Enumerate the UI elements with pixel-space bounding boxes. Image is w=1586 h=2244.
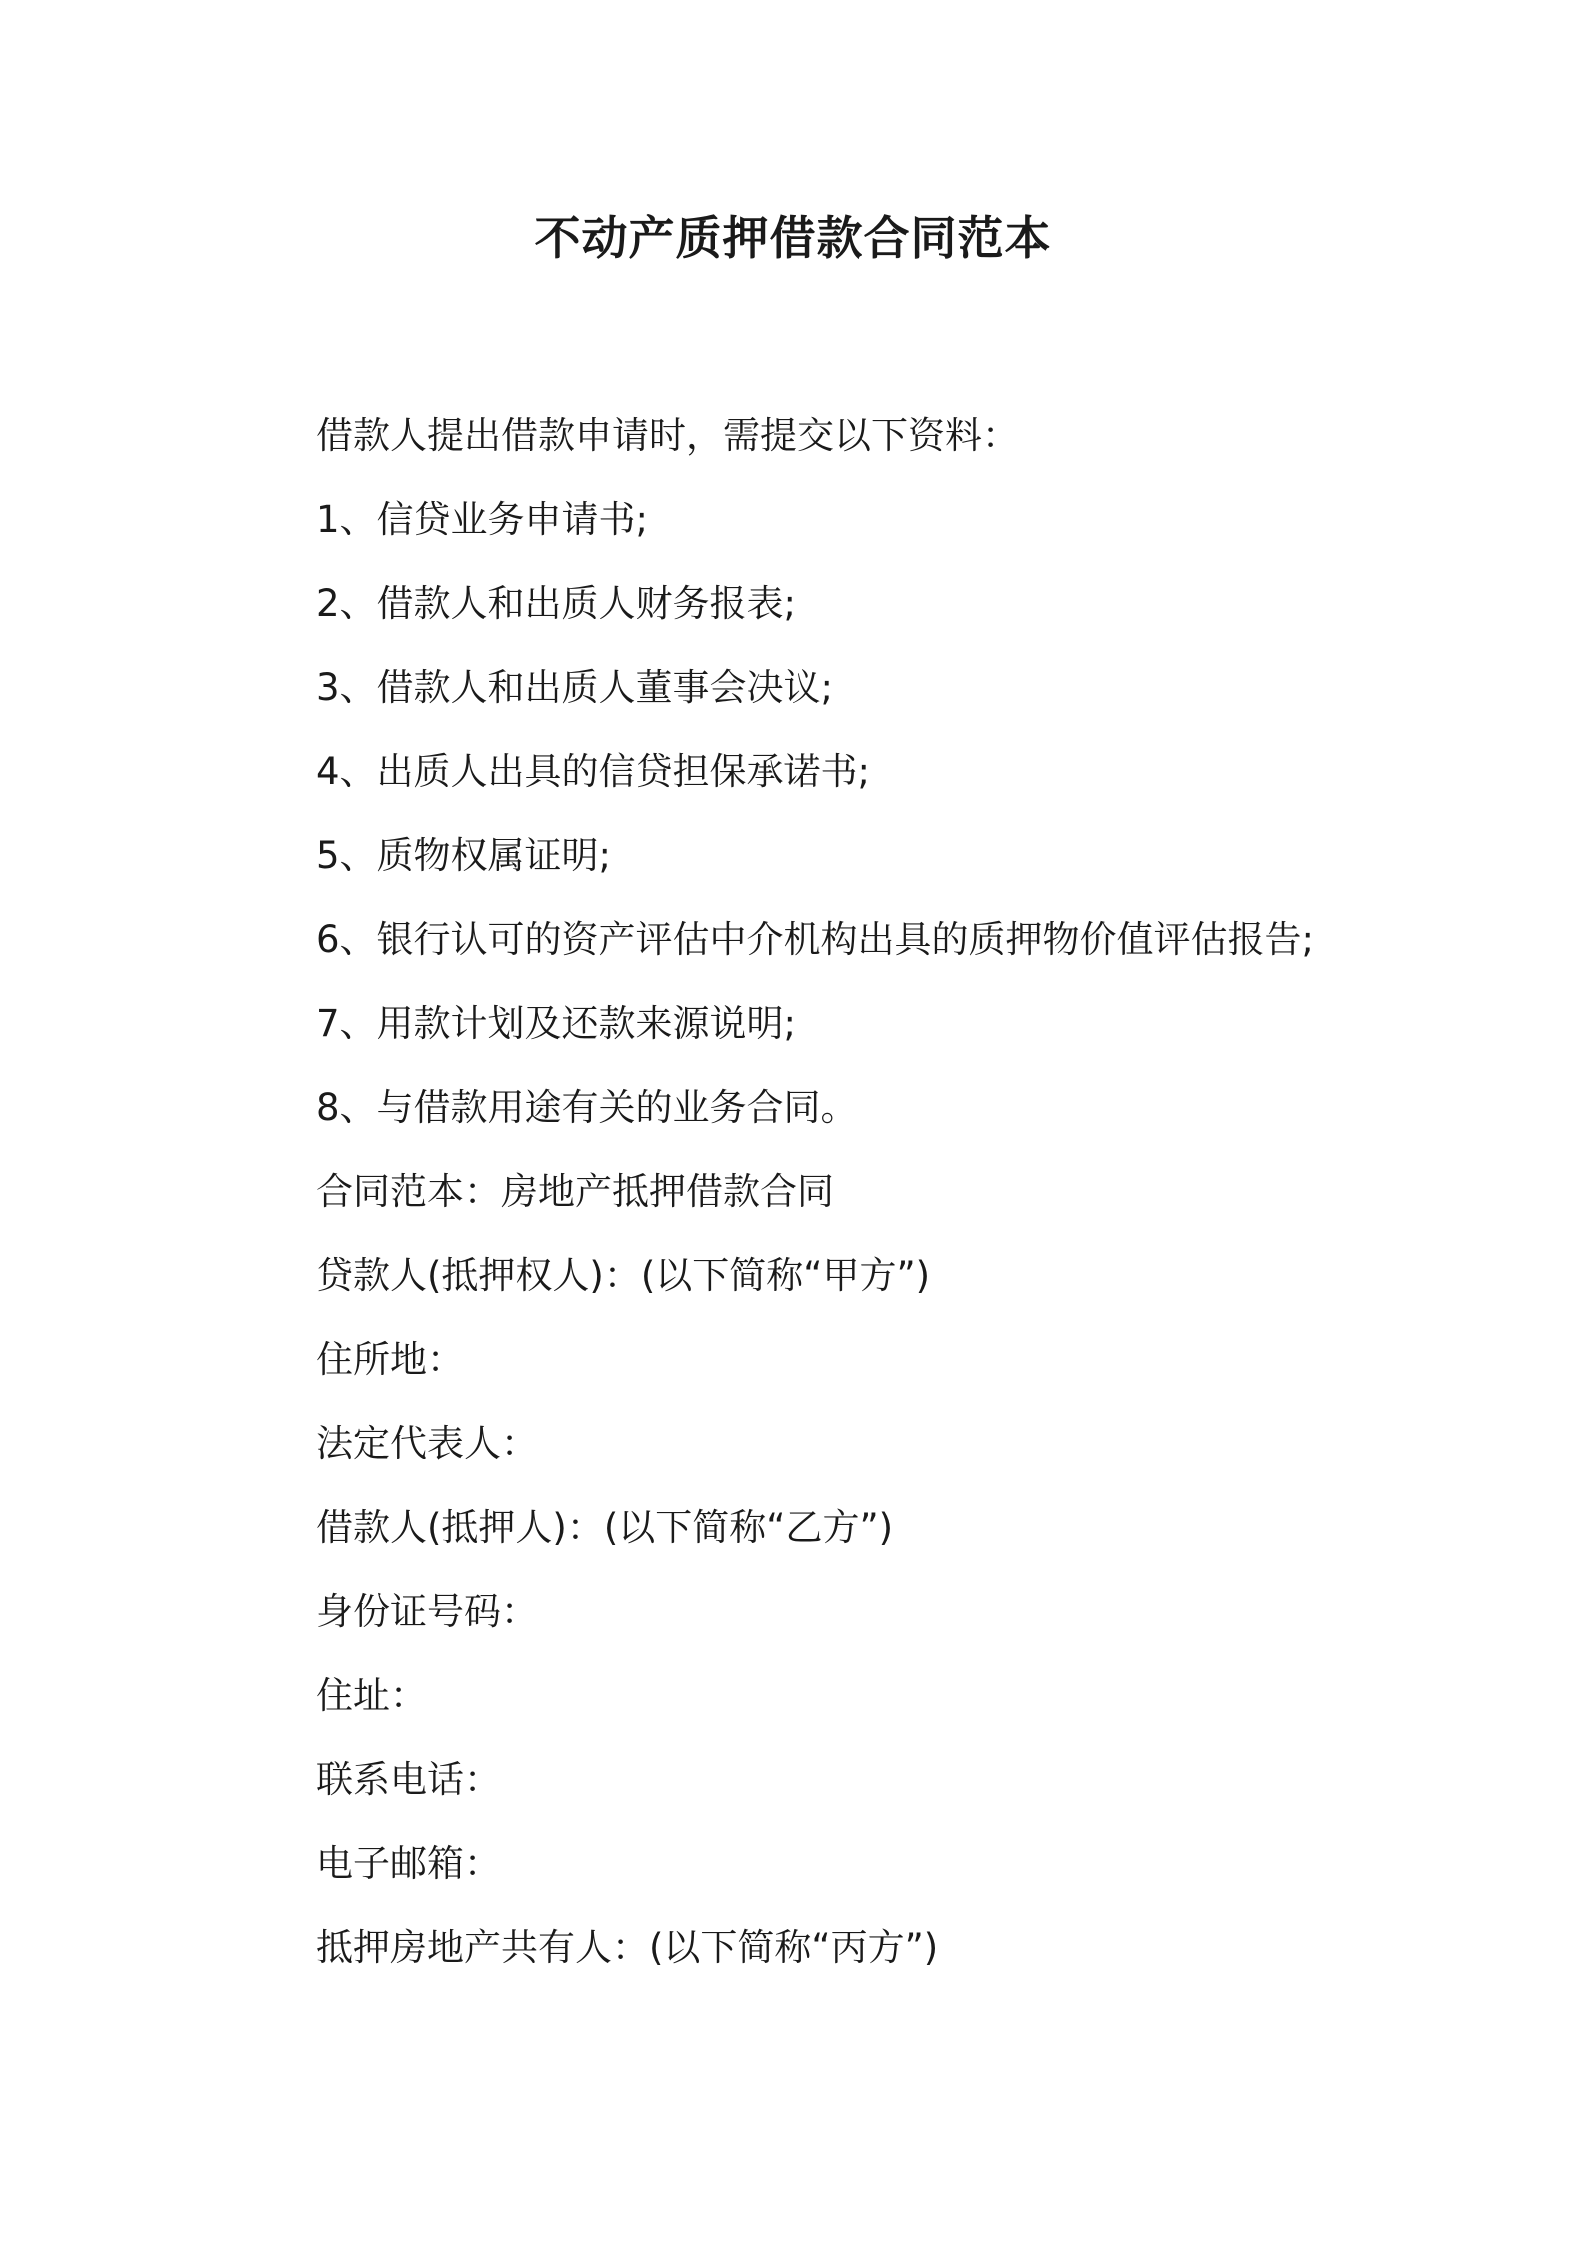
list-item: 2、借款人和出质人财务报表; — [316, 582, 797, 625]
list-item: 6、银行认可的资产评估中介机构出具的质押物价值评估报告; — [316, 918, 1315, 961]
list-item: 4、出质人出具的信贷担保承诺书; — [316, 750, 871, 793]
domicile-field: 住所地： — [316, 1338, 464, 1381]
list-item: 1、信贷业务申请书; — [316, 498, 649, 541]
borrower-field: 借款人(抵押人)：(以下简称“乙方”) — [316, 1506, 894, 1549]
lender-field: 贷款人(抵押权人)：(以下简称“甲方”) — [316, 1254, 931, 1297]
phone-field: 联系电话： — [316, 1758, 501, 1801]
id-number-field: 身份证号码： — [316, 1590, 538, 1633]
intro-line: 借款人提出借款申请时，需提交以下资料： — [316, 414, 1019, 457]
list-item: 5、质物权属证明; — [316, 834, 612, 877]
list-item: 7、用款计划及还款来源说明; — [316, 1002, 797, 1045]
list-item: 3、借款人和出质人董事会决议; — [316, 666, 834, 709]
list-item: 8、与借款用途有关的业务合同。 — [316, 1086, 858, 1129]
document-body — [316, 406, 1466, 2002]
co-owner-field: 抵押房地产共有人：(以下简称“丙方”) — [316, 1926, 939, 1969]
contract-template-heading: 合同范本：房地产抵押借款合同 — [316, 1170, 834, 1213]
email-field: 电子邮箱： — [316, 1842, 501, 1885]
address-field: 住址： — [316, 1674, 427, 1717]
legal-representative-field: 法定代表人： — [316, 1422, 538, 1465]
document-title: 不动产质押借款合同范本 — [534, 211, 1052, 265]
